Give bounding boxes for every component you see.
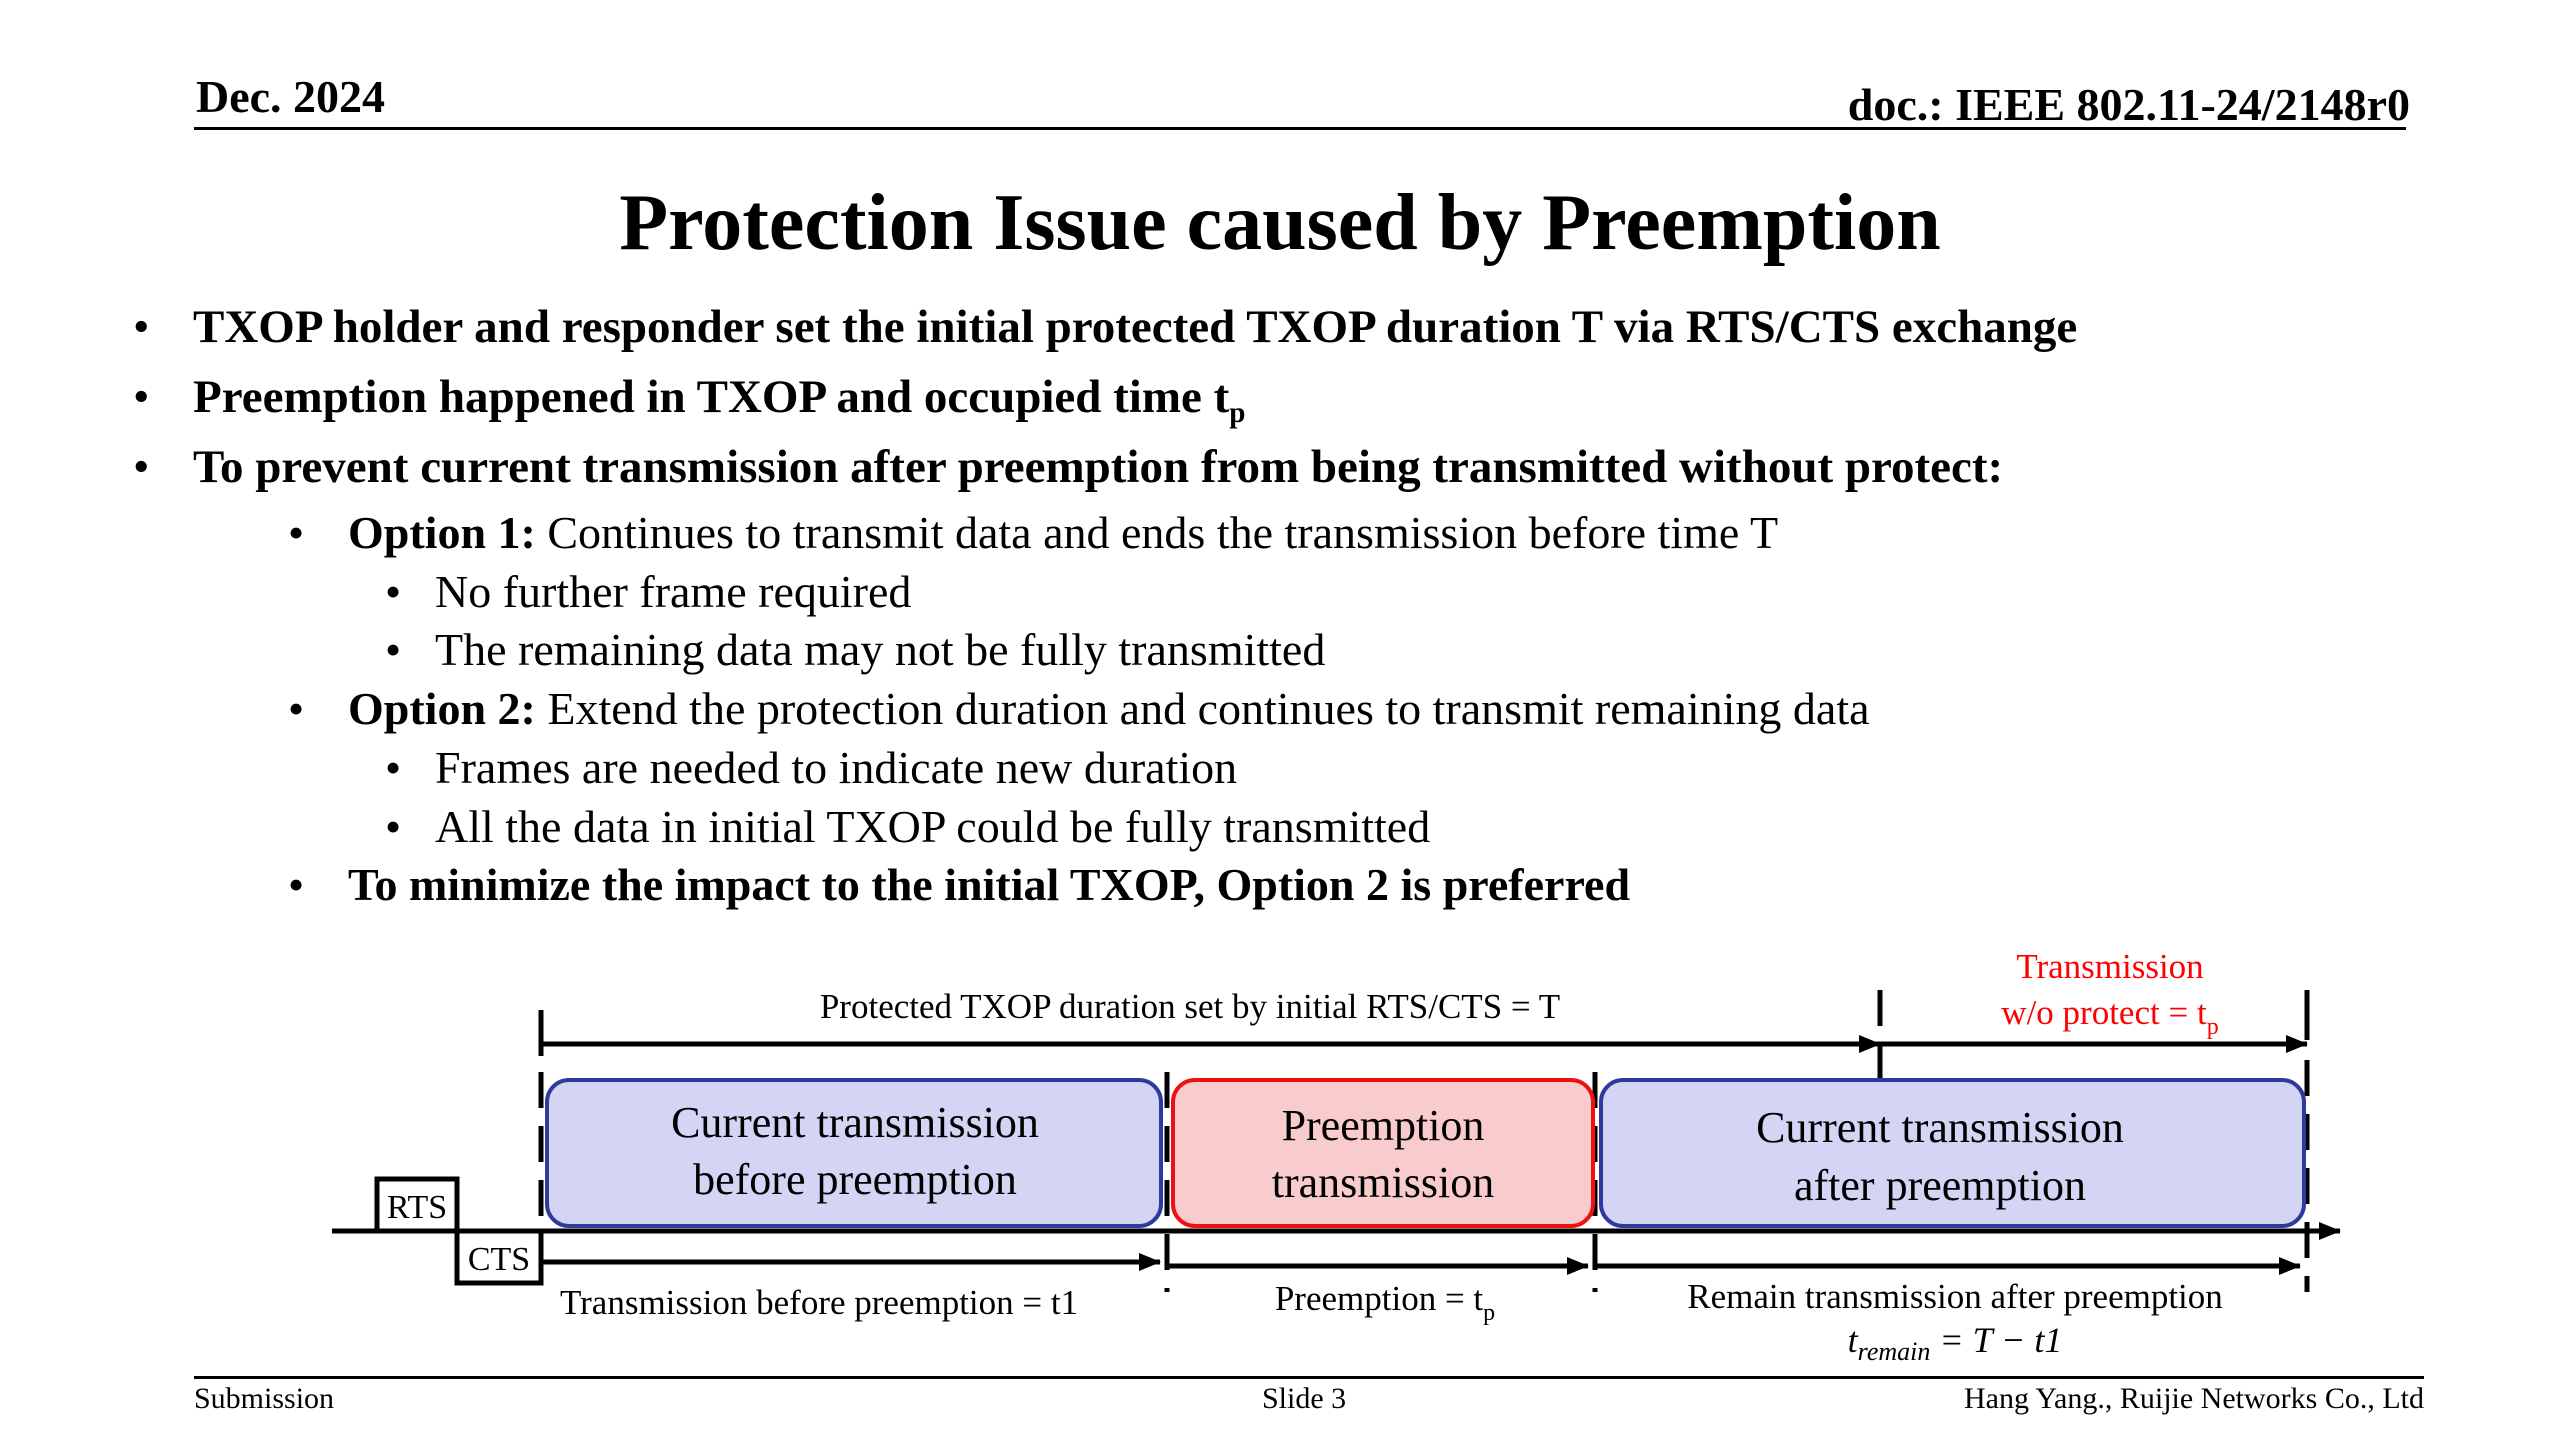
option-1-desc: Continues to transmit data and ends the transmission before time T (535, 507, 1779, 558)
bullet-3-text: To prevent current transmission after preemption from being transmitted without protect: (193, 441, 2004, 493)
option-2-label: Option 2: (348, 683, 536, 734)
bullet-dot: • (288, 859, 305, 910)
bullet-dot: • (133, 301, 150, 353)
option-2-desc: Extend the protection duration and continues to transmit remaining data (535, 683, 1870, 734)
slide-title: Protection Issue caused by Preemption (619, 179, 1941, 267)
bullet-dot: • (385, 624, 402, 675)
unprotected-label-subscript: p (2206, 1014, 2219, 1040)
box2-label-line1: Preemption (1281, 1101, 1485, 1150)
box2-label-line2: transmission (1271, 1158, 1495, 1207)
bullet-dot: • (133, 441, 150, 493)
duration-label-tp-subscript: p (1483, 1300, 1496, 1326)
unprotected-label-line2 (2001, 993, 2218, 1040)
option-2-sub-2-text: All the data in initial TXOP could be fully transmitted (435, 801, 1431, 852)
formula-subscript: remain (1857, 1337, 1931, 1366)
duration-label-tp (1275, 1279, 1495, 1326)
box1-label-line1: Current transmission (671, 1098, 1039, 1147)
header-date: Dec. 2024 (196, 71, 386, 122)
option-1-sub-2-text: The remaining data may not be fully transmitted (435, 624, 1326, 675)
protected-duration-label: Protected TXOP duration set by initial RTS/CTS = T (819, 987, 1561, 1026)
footer-slide-number: Slide 3 (1262, 1382, 1347, 1415)
box1-label-line2: before preemption (693, 1155, 1017, 1204)
option-1-sub-1-text: No further frame required (435, 566, 912, 617)
duration-label-tp-text: Preemption = t (1274, 1279, 1484, 1318)
bullet-2-subscript: p (1229, 397, 1246, 430)
rts-label: RTS (386, 1189, 448, 1226)
header-doc-id: doc.: IEEE 802.11-24/2148r0 (1847, 79, 2410, 130)
box3-label-line2: after preemption (1794, 1161, 2086, 1210)
bullet-dot: • (385, 742, 402, 793)
bullet-dot: • (288, 683, 305, 734)
box3-label-line1: Current transmission (1756, 1103, 2124, 1152)
bullet-2-main: Preemption happened in TXOP and occupied time t (193, 371, 1230, 423)
cts-label: CTS (467, 1241, 531, 1278)
bullet-1-text: TXOP holder and responder set the initial protected TXOP duration T via RTS/CTS exchange (193, 301, 2078, 353)
footer-divider (194, 1376, 2424, 1379)
duration-label-remain: Remain transmission after preemption (1687, 1277, 2223, 1316)
footer-author: Hang Yang., Ruijie Networks Co., Ltd (1964, 1382, 2424, 1415)
duration-label-t1: Transmission before preemption = t1 (560, 1283, 1079, 1322)
bullet-dot: • (385, 801, 402, 852)
bullet-dot: • (288, 507, 305, 558)
footer-submission: Submission (194, 1382, 335, 1415)
unprotected-label-text: w/o protect = t (2001, 993, 2207, 1032)
remain-formula (1848, 1320, 2063, 1366)
option-1-label: Option 1: (348, 507, 536, 558)
formula-rest: = T − t1 (1930, 1320, 2063, 1360)
conclusion-text: To minimize the impact to the initial TXOP, Option 2 is preferred (348, 859, 1631, 910)
formula-variable: t (1847, 1320, 1858, 1360)
bullet-dot: • (133, 371, 150, 423)
option-2-sub-1-text: Frames are needed to indicate new duration (435, 742, 1238, 793)
unprotected-label-line1: Transmission (2016, 947, 2204, 986)
bullet-dot: • (385, 566, 402, 617)
